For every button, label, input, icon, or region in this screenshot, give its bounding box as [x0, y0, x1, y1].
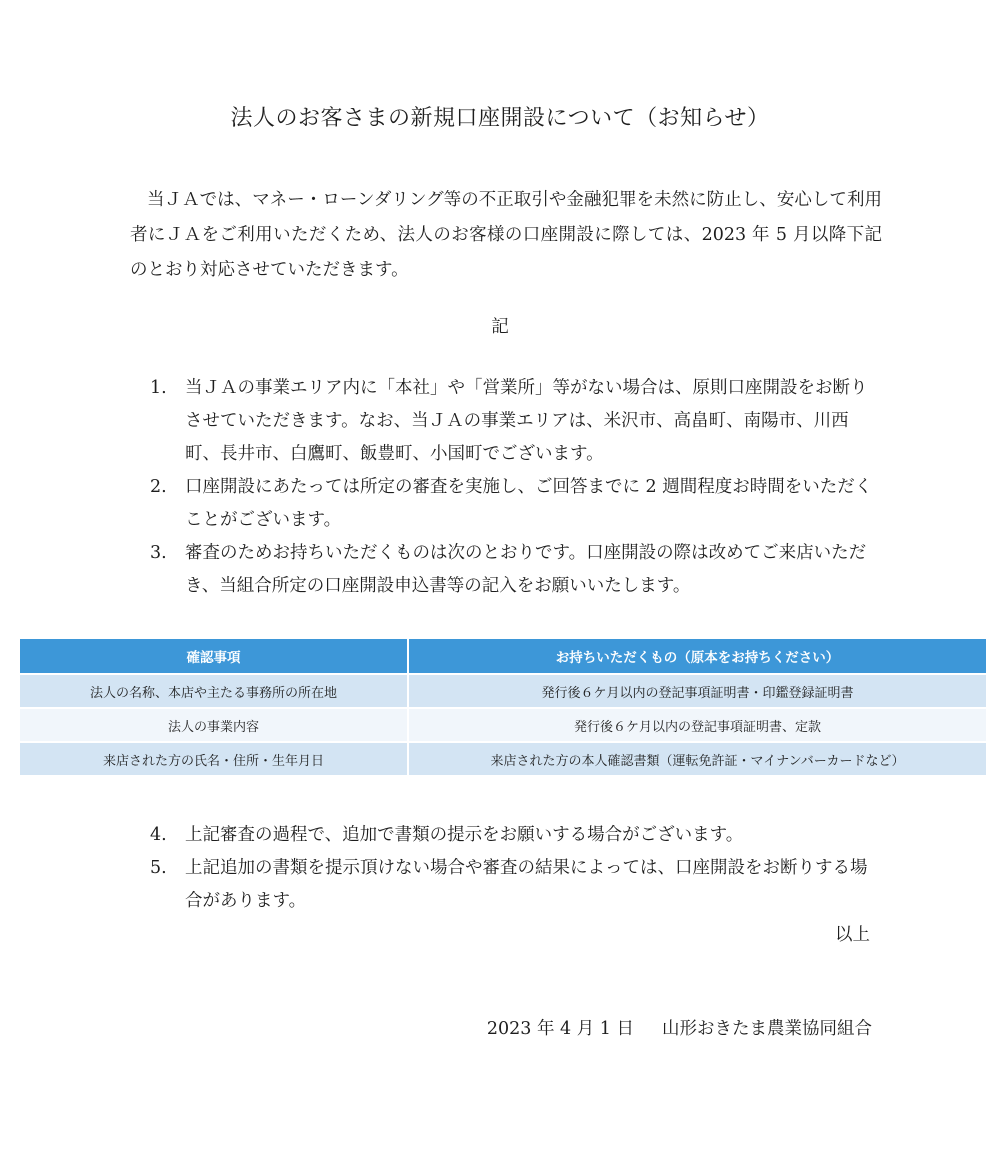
list-item-number: 1.	[150, 378, 167, 398]
table-cell-item: 法人の事業内容	[20, 708, 408, 742]
footer-organization: 山形おきたま農業協同組合	[662, 1019, 872, 1039]
requirements-table	[20, 637, 986, 775]
list-item	[150, 819, 882, 852]
list-item	[150, 372, 882, 471]
list-item-text: 上記審査の過程で、追加で書類の提示をお願いする場合がございます。	[185, 825, 744, 845]
table-header-row	[20, 638, 986, 674]
table-cell-item: 来店された方の氏名・住所・生年月日	[20, 742, 408, 775]
list-item-text: 当ＪＡの事業エリア内に「本社」や「営業所」等がない場合は、原則口座開設をお断りさせていただきます。なお、当ＪＡの事業エリアは、米沢市、高畠町、南陽市、川西町、長井市、白鷹町、飯豊町、小国町でございます。	[185, 378, 868, 464]
list-item-text: 審査のためお持ちいただくものは次のとおりです。口座開設の際は改めてご来店いただき、当組合所定の口座開設申込書等の記入をお願いいたします。	[185, 543, 867, 596]
table-cell-documents: 発行後６ケ月以内の登記事項証明書・印鑑登録証明書	[408, 674, 986, 708]
table-row	[20, 742, 986, 775]
table-row	[20, 708, 986, 742]
table-header-item: 確認事項	[20, 638, 408, 674]
list-item-number: 5.	[150, 858, 167, 878]
table-cell-documents: 発行後６ケ月以内の登記事項証明書、定款	[408, 708, 986, 742]
footer-date: 2023 年 4 月 1 日	[486, 1019, 634, 1039]
table-row	[20, 674, 986, 708]
numbered-list-bottom	[150, 819, 882, 918]
list-item-number: 2.	[150, 477, 167, 497]
closing-ijo: 以上	[835, 925, 870, 945]
intro-paragraph: 当ＪＡでは、マネー・ローンダリング等の不正取引や金融犯罪を未然に防止し、安心して利用者にＪＡをご利用いただくため、法人のお客様の口座開設に際しては、2023 年 5 月以降下記のとおり対応させていただきます。	[130, 190, 882, 280]
list-item-number: 3.	[150, 543, 167, 563]
list-item	[150, 471, 882, 537]
footer-signature	[0, 1015, 872, 1043]
list-item	[150, 537, 882, 603]
table-cell-item: 法人の名称、本店や主たる事務所の所在地	[20, 674, 408, 708]
list-item-text: 上記追加の書類を提示頂けない場合や審査の結果によっては、口座開設をお断りする場合があります。	[185, 858, 868, 911]
list-item-text: 口座開設にあたっては所定の審査を実施し、ご回答までに 2 週間程度お時間をいただくことがございます。	[185, 477, 873, 530]
list-item	[150, 852, 882, 918]
list-item-number: 4.	[150, 825, 167, 845]
numbered-list-top	[150, 372, 882, 603]
table-header-documents: お持ちいただくもの（原本をお持ちください）	[408, 638, 986, 674]
page-title: 法人のお客さまの新規口座開設について（お知らせ）	[230, 106, 770, 131]
table-cell-documents: 来店された方の本人確認書類（運転免許証・マイナンバーカードなど）	[408, 742, 986, 775]
ki-heading: 記	[491, 317, 509, 337]
